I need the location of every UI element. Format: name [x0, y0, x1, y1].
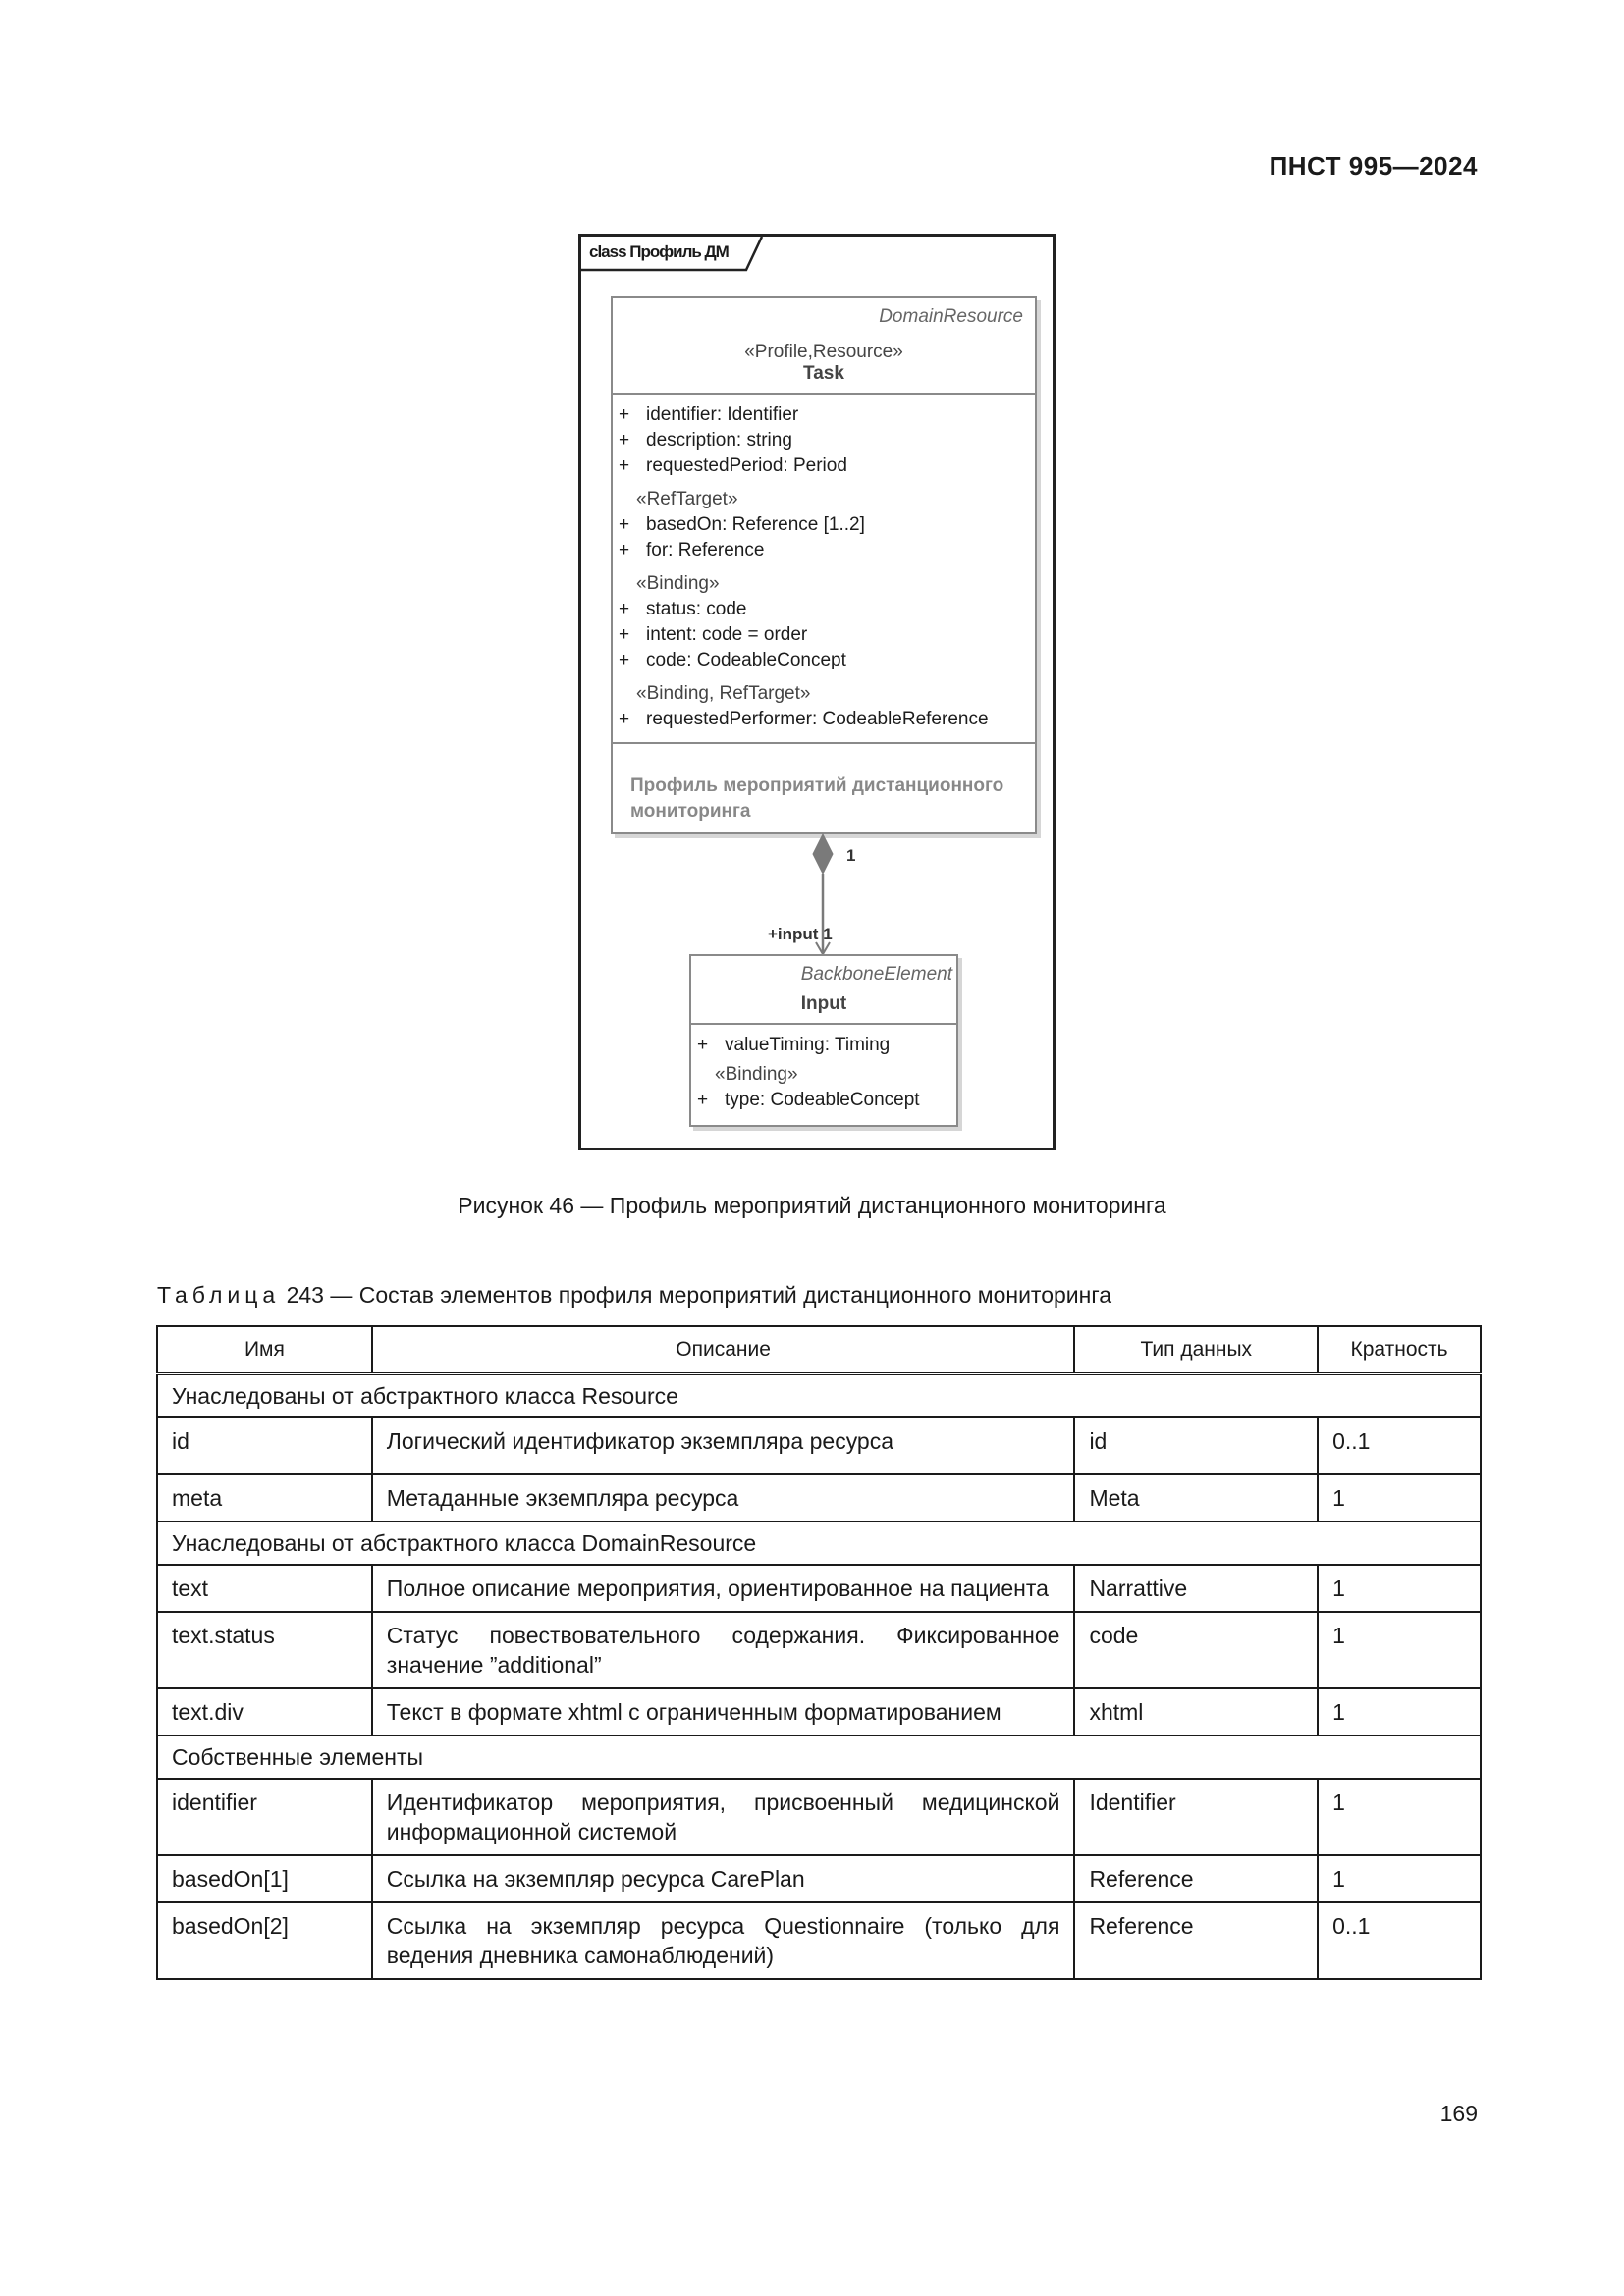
target-role-label [768, 925, 833, 944]
frame-tab [581, 237, 764, 272]
visibility-marker: + [697, 1035, 709, 1055]
attribute [613, 648, 1035, 673]
input-parent-class: BackboneElement [800, 964, 952, 985]
cell-multiplicity: 1 [1318, 1779, 1481, 1855]
cell-type: Reference [1074, 1855, 1318, 1902]
table-title-rest: 243 — Состав элементов профиля мероприятий дистанционного мониторинга [280, 1282, 1112, 1308]
cell-multiplicity: 1 [1318, 1474, 1481, 1522]
table-row [157, 1688, 1481, 1735]
table-group-row [157, 1522, 1481, 1565]
table-row [157, 1855, 1481, 1902]
cell-type: id [1074, 1417, 1318, 1474]
cell-type: Meta [1074, 1474, 1318, 1522]
attribute-text: type: CodeableConcept [725, 1090, 920, 1110]
input-class-box [689, 954, 958, 1127]
visibility-marker: + [619, 430, 630, 451]
table-group-row [157, 1735, 1481, 1779]
attribute [691, 1033, 956, 1058]
elements-table [156, 1325, 1482, 1980]
input-class-name: Input [800, 993, 847, 1014]
cell-description: Логический идентификатор экземпляра ресурса [372, 1417, 1075, 1474]
group-label: Унаследованы от абстрактного класса DomainResource [157, 1522, 1481, 1565]
cell-multiplicity: 1 [1318, 1612, 1481, 1688]
attribute [613, 428, 1035, 454]
task-note: Профиль мероприятий дистанционного мониторинга [630, 775, 1004, 822]
cell-name: basedOn[1] [157, 1855, 372, 1902]
table-header-row [157, 1326, 1481, 1374]
table-row [157, 1565, 1481, 1612]
column-header-multiplicity: Кратность [1318, 1326, 1481, 1374]
cell-multiplicity: 1 [1318, 1855, 1481, 1902]
column-header-description: Описание [372, 1326, 1075, 1374]
cell-type: Identifier [1074, 1779, 1318, 1855]
table-title [157, 1282, 1111, 1308]
visibility-marker: + [619, 599, 630, 619]
cell-description: Текст в формате xhtml с ограниченным форматированием [372, 1688, 1075, 1735]
attribute-text: status: code [646, 599, 747, 619]
cell-name: identifier [157, 1779, 372, 1855]
attribute-text: description: string [646, 430, 792, 451]
visibility-marker: + [619, 514, 630, 535]
attribute-text: intent: code = order [646, 624, 808, 645]
cell-multiplicity: 1 [1318, 1688, 1481, 1735]
cell-name: id [157, 1417, 372, 1474]
target-role: +input [768, 925, 819, 943]
visibility-marker: + [619, 540, 630, 561]
visibility-marker: + [619, 650, 630, 670]
attribute [613, 454, 1035, 479]
attribute [613, 512, 1035, 538]
cell-description: Метаданные экземпляра ресурса [372, 1474, 1075, 1522]
table-row [157, 1902, 1481, 1979]
column-header-name: Имя [157, 1326, 372, 1374]
cell-multiplicity: 0..1 [1318, 1417, 1481, 1474]
attribute-text: for: Reference [646, 540, 765, 561]
cell-name: text.status [157, 1612, 372, 1688]
attribute-text: requestedPerformer: CodeableReference [646, 709, 989, 729]
attribute-text: requestedPeriod: Period [646, 455, 847, 476]
attribute [613, 538, 1035, 563]
stereotype-group-label: «Binding» [636, 573, 720, 594]
stereotype-group-label: «Binding, RefTarget» [636, 683, 811, 704]
cell-name: text.div [157, 1688, 372, 1735]
table-row [157, 1417, 1481, 1474]
cell-description: Статус повествовательного содержания. Фиксированное значение ”additional” [372, 1612, 1075, 1688]
table-row [157, 1612, 1481, 1688]
group-label: Унаследованы от абстрактного класса Resource [157, 1374, 1481, 1418]
cell-description: Ссылка на экземпляр ресурса CarePlan [372, 1855, 1075, 1902]
attribute [691, 1088, 956, 1113]
cell-name: meta [157, 1474, 372, 1522]
table-group-row [157, 1374, 1481, 1418]
column-header-type: Тип данных [1074, 1326, 1318, 1374]
page-number: 169 [1439, 2101, 1478, 2126]
cell-description: Ссылка на экземпляр ресурса Questionnaire (только для ведения дневника самонаблюдений) [372, 1902, 1075, 1979]
attribute-text: identifier: Identifier [646, 404, 799, 425]
table-row [157, 1779, 1481, 1855]
cell-name: basedOn[2] [157, 1902, 372, 1979]
visibility-marker: + [697, 1090, 709, 1110]
task-stereotype: «Profile,Resource» [744, 342, 903, 362]
task-parent-class: DomainResource [879, 306, 1023, 327]
target-multiplicity: 1 [823, 925, 833, 943]
attribute [613, 707, 1035, 732]
cell-type: code [1074, 1612, 1318, 1688]
visibility-marker: + [619, 624, 630, 645]
visibility-marker: + [619, 709, 630, 729]
task-class-box [611, 296, 1037, 834]
attribute-text: basedOn: Reference [1..2] [646, 514, 865, 535]
visibility-marker: + [619, 404, 630, 425]
figure-caption: Рисунок 46 — Профиль мероприятий дистанционного мониторинга [458, 1193, 1166, 1218]
attribute [613, 597, 1035, 622]
task-class-name: Task [803, 363, 844, 384]
frame-label: class Профиль ДМ [589, 242, 729, 261]
input-attributes [691, 1025, 956, 1113]
cell-type: Narrattive [1074, 1565, 1318, 1612]
attribute-text: code: CodeableConcept [646, 650, 846, 670]
stereotype-group-label: «Binding» [715, 1064, 798, 1085]
attribute [613, 622, 1035, 648]
composition-diamond-icon [813, 834, 833, 874]
attribute [613, 402, 1035, 428]
visibility-marker: + [619, 455, 630, 476]
group-label: Собственные элементы [157, 1735, 1481, 1779]
cell-multiplicity: 0..1 [1318, 1902, 1481, 1979]
source-multiplicity: 1 [846, 846, 856, 865]
table-row [157, 1474, 1481, 1522]
cell-name: text [157, 1565, 372, 1612]
attribute-text: valueTiming: Timing [725, 1035, 891, 1055]
document-standard-number: ПНСТ 995—2024 [1269, 151, 1478, 181]
cell-type: xhtml [1074, 1688, 1318, 1735]
cell-description: Полное описание мероприятия, ориентированное на пациента [372, 1565, 1075, 1612]
stereotype-group-label: «RefTarget» [636, 489, 738, 509]
cell-description: Идентификатор мероприятия, присвоенный медицинской информационной системой [372, 1779, 1075, 1855]
cell-type: Reference [1074, 1902, 1318, 1979]
task-attributes [613, 395, 1035, 732]
cell-multiplicity: 1 [1318, 1565, 1481, 1612]
table-title-prefix: Таблица [157, 1282, 281, 1308]
